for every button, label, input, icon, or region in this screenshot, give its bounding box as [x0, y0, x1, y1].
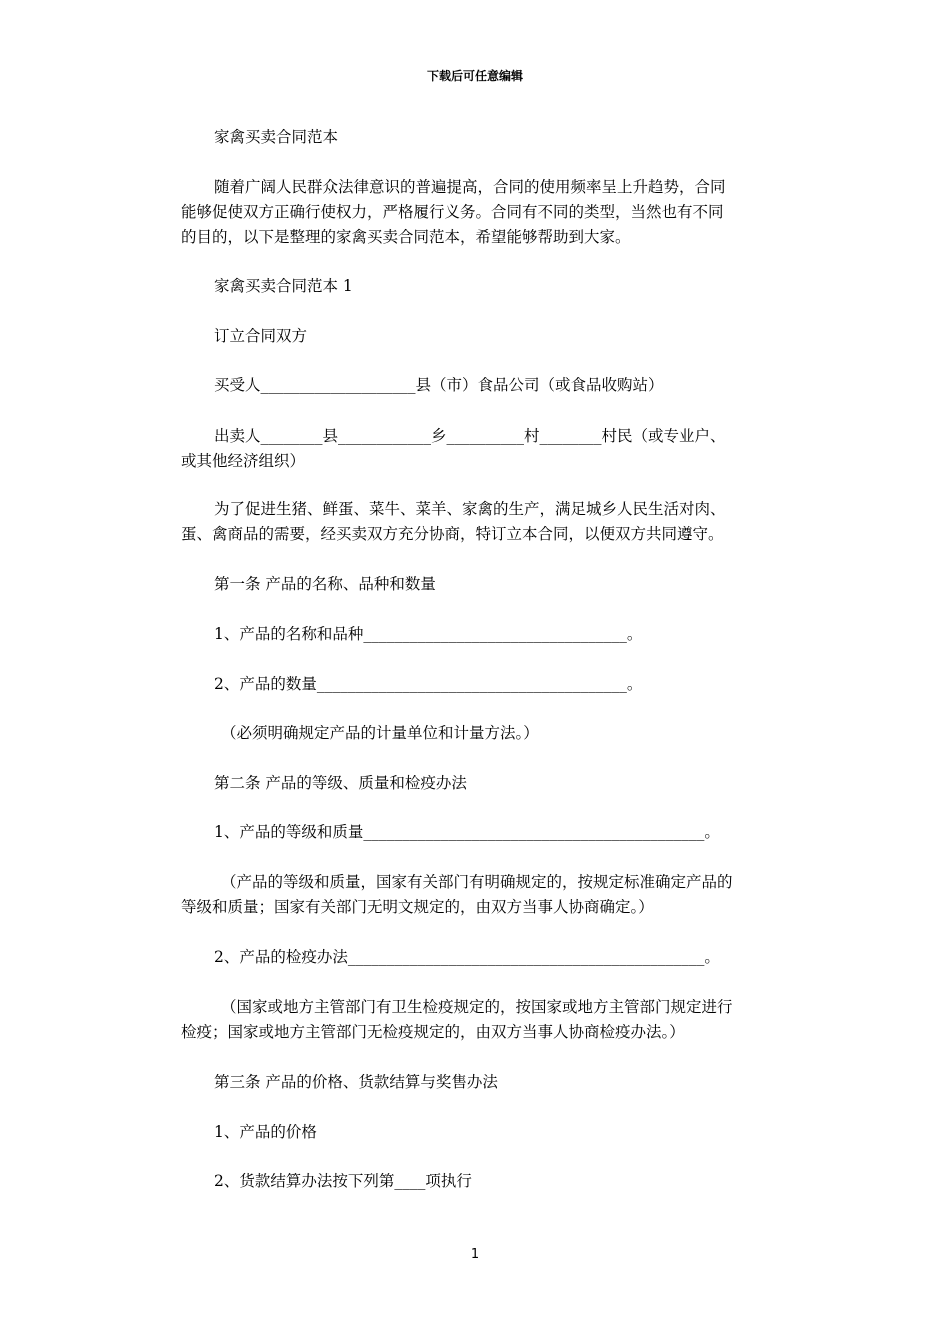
article-3-heading: [181, 1070, 771, 1095]
paragraph-line: 随着广阔人民群众法律意识的普遍提高，合同的使用频率呈上升趋势，合同: [214, 178, 726, 196]
paragraph-line: 或其他经济组织）: [181, 452, 306, 470]
heading-line: 第一条 产品的名称、品种和数量: [214, 575, 436, 593]
article-2-note-1: [181, 870, 771, 920]
paragraph-line: （必须明确规定产品的计量单位和计量方法。）: [221, 724, 539, 742]
paragraph-line: 检疫；国家或地方主管部门无检疫规定的，由双方当事人协商检疫办法。）: [181, 1023, 685, 1041]
heading-line: 家禽买卖合同范本 1: [214, 277, 353, 295]
article-2-item-1: [181, 820, 771, 845]
buyer-line: [181, 373, 771, 398]
paragraph-line: 的目的，以下是整理的家禽买卖合同范本，希望能够帮助到大家。: [181, 228, 631, 246]
paragraph-line: 为了促进生猪、鲜蛋、菜牛、菜羊、家禽的生产，满足城乡人民生活对肉、: [214, 500, 726, 518]
heading-line: 订立合同双方: [214, 327, 308, 345]
article-3-item-1: [181, 1120, 771, 1145]
paragraph-line: 1、产品的名称和品种__________________________________。: [214, 625, 643, 643]
article-1-item-2: [181, 672, 771, 697]
article-2-item-2: [181, 945, 771, 970]
paragraph-line: 等级和质量；国家有关部门无明文规定的，由双方当事人协商确定。）: [181, 898, 654, 916]
contract-heading: [181, 274, 771, 299]
paragraph-line: 买受人____________________县（市）食品公司（或食品收购站）: [214, 376, 664, 394]
paragraph-line: 蛋、禽商品的需要，经买卖双方充分协商，特订立本合同，以便双方共同遵守。: [181, 525, 724, 543]
paragraph-line: 能够促使双方正确行使权力，严格履行义务。合同有不同的类型，当然也有不同: [181, 203, 724, 221]
paragraph-line: 出卖人________县____________乡__________村________村民（或专业户、: [214, 427, 726, 445]
paragraph-line: 1、产品的等级和质量____________________________________________。: [214, 823, 720, 841]
paragraph-line: （产品的等级和质量，国家有关部门有明确规定的，按规定标准确定产品的: [221, 873, 733, 891]
paragraph-line: （国家或地方主管部门有卫生检疫规定的，按国家或地方主管部门规定进行: [221, 998, 733, 1016]
title-line: 家禽买卖合同范本: [214, 128, 339, 146]
parties-heading: [181, 324, 771, 349]
page-number: 1: [470, 1247, 480, 1262]
seller-line: [181, 424, 771, 474]
page-header: 下载后可任意编辑: [426, 69, 523, 83]
paragraph-line: 2、货款结算办法按下列第____项执行: [214, 1172, 472, 1190]
paragraph-line: 2、产品的检疫办法______________________________________________。: [214, 948, 720, 966]
article-1-heading: [181, 572, 771, 597]
article-1-note: [181, 721, 771, 746]
paragraph-line: 1、产品的价格: [214, 1123, 317, 1141]
paragraph-line: 2、产品的数量________________________________________。: [214, 675, 643, 693]
document-title: [181, 125, 771, 150]
heading-line: 第三条 产品的价格、货款结算与奖售办法: [214, 1073, 498, 1091]
article-2-note-2: [181, 995, 771, 1045]
intro-paragraph: [181, 175, 771, 250]
article-2-heading: [181, 771, 771, 796]
purpose-paragraph: [181, 497, 771, 547]
article-1-item-1: [181, 622, 771, 647]
article-3-item-2: [181, 1169, 771, 1194]
heading-line: 第二条 产品的等级、质量和检疫办法: [214, 774, 467, 792]
